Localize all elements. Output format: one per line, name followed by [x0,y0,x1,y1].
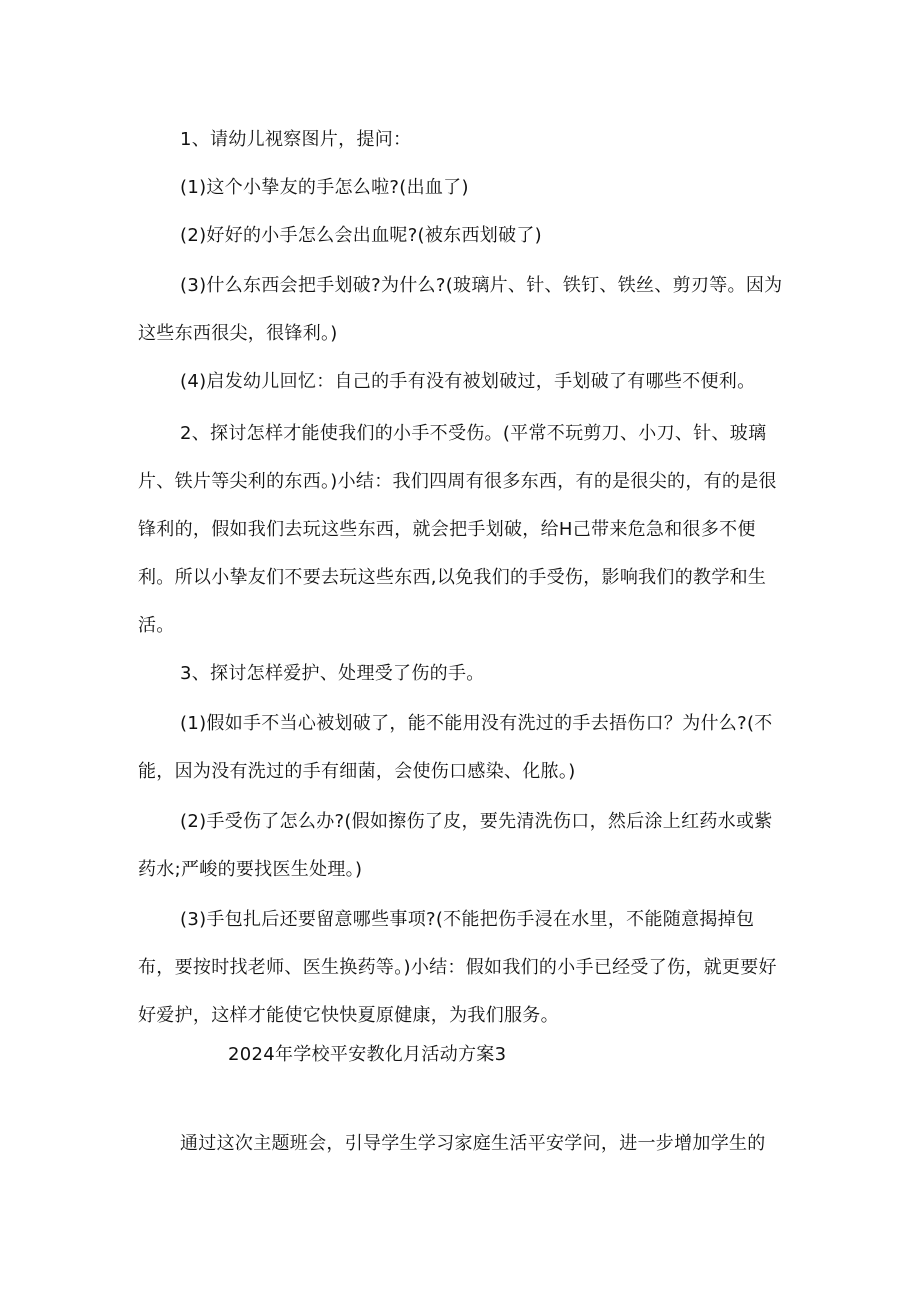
paragraph-1: 1、请幼儿视察图片，提问： [180,129,412,150]
paragraph-5: (4)启发幼儿回忆：自己的手有没有被划破过，手划破了有哪些不便利。 [180,371,756,392]
paragraph-9: (2)手受伤了怎么办?(假如擦伤了皮，要先清洗伤口，然后涂上红药水或紫药水;严峻的要找医生处理。) [138,811,773,880]
paragraph-7: 3、探讨怎样爱护、处理受了伤的手。 [180,663,485,684]
section-title: 2024年学校平安教化月活动方案3 [228,1044,507,1065]
paragraph-10: (3)手包扎后还要留意哪些事项?(不能把伤手浸在水里，不能随意揭掉包布，要按时找老师、医生换药等。)小结：假如我们的小手已经受了伤，就更要好好爱护，这样才能使它快快夏原健康，为我们服务。 [138,909,777,1026]
paragraph-4: (3)什么东西会把手划破?为什么?(玻璃片、针、铁钉、铁丝、剪刃等。因为这些东西很尖，很锋利。) [138,275,783,344]
paragraph-3: (2)好好的小手怎么会出血呢?(被东西划破了) [180,225,542,246]
paragraph-8: (1)假如手不当心被划破了，能不能用没有洗过的手去捂伤口？为什么?(不能，因为没有洗过的手有细菌，会使伤口感染、化脓。) [138,713,773,782]
paragraph-2: (1)这个小挚友的手怎么啦?(出血了) [180,177,469,198]
paragraph-last: 通过这次主题班会，引导学生学习家庭生活平安学问，进一步增加学生的 [180,1133,766,1154]
paragraph-6: 2、探讨怎样才能使我们的小手不受伤。(平常不玩剪刀、小刀、针、玻璃片、铁片等尖利的东西。)小结：我们四周有很多东西，有的是很尖的，有的是很锋利的，假如我们去玩这些东西，就会把手划破，给H己带来危急和很多不便利。所以小挚友们不要去玩这些东西,以免我们的手受伤，影响我们的教学和生活。 [138,423,777,636]
